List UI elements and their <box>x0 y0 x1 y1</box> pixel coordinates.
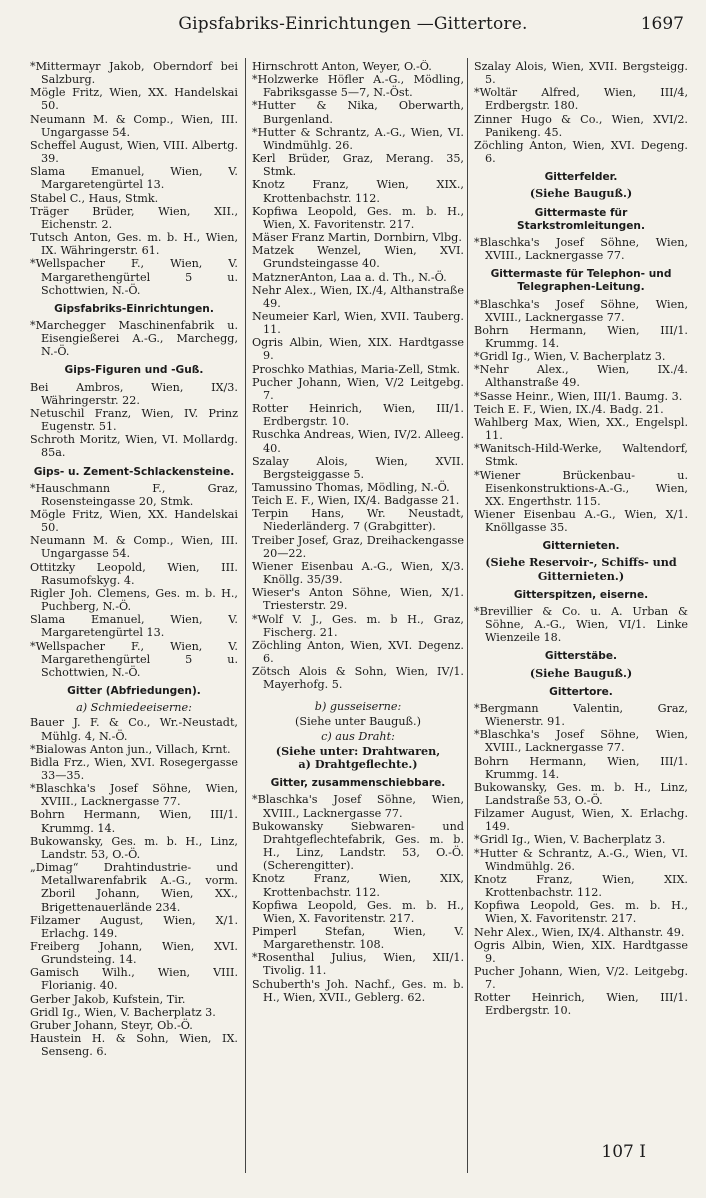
section-heading: Gitter, zusammenschiebbare. <box>270 777 446 790</box>
directory-entry: Wiener Eisenbau A.-G., Wien, X/1. Knöllgasse 35. <box>474 508 688 535</box>
section-heading: Gittermaste für Telephon- und Telegraphen-Leitung. <box>490 268 672 294</box>
directory-entry: *Marchegger Maschinenfabrik u. Eisengießerei A.-G., Marchegg, N.-Ö. <box>30 318 238 359</box>
column-3 <box>474 60 688 1170</box>
directory-entry: Mäser Franz Martin, Dornbirn, Vlbg. <box>252 231 462 245</box>
directory-entry: Wahlberg Max, Wien, XX., Engelspl. 11. <box>474 415 688 443</box>
directory-entry: Bohrn Hermann, Wien, III/1. Krummg. 14. <box>474 754 688 781</box>
cross-reference: (Siehe unter Bauguß.) <box>295 714 421 728</box>
directory-entry: Netuschil Franz, Wien, IV. Prinz Eugenstr. 51. <box>30 406 238 434</box>
cross-reference: a) Drahtgeflechte.) <box>298 757 418 772</box>
directory-entry: Zöchling Anton, Wien, XVI. Degenz. 6. <box>252 638 464 666</box>
directory-entry: Rotter Heinrich, Wien, III/1. Erdbergstr. 10. <box>252 402 464 429</box>
directory-entry: Wieser's Anton Söhne, Wien, X/1. Triesterstr. 29. <box>252 586 464 613</box>
directory-entry: *Rosenthal Julius, Wien, XII/1. Tivolig. 11. <box>252 951 464 978</box>
directory-entry: Teich E. F., Wien, IX./4. Badg. 21. <box>474 402 664 416</box>
directory-entry: Teich E. F., Wien, IX/4. Badgasse 21. <box>252 494 460 508</box>
directory-entry: Bohrn Hermann, Wien, III/1. Krummg. 14. <box>30 808 238 835</box>
directory-entry: *Hutter & Schrantz, A.-G., Wien, VI. Windmühlg. 26. <box>474 846 688 873</box>
directory-entry: Bidla Frz., Wien, XVI. Rosegergasse 33—35. <box>30 755 238 782</box>
section-heading: Gittertore. <box>549 685 613 698</box>
directory-entry: Bei Ambros, Wien, IX/3. Währingerstr. 22. <box>30 380 238 407</box>
cross-reference: (Siehe Bauguß.) <box>529 665 633 680</box>
section-heading: Gitterfelder. <box>544 171 618 184</box>
directory-entry: Scheffel August, Wien, VIII. Albertg. 39. <box>30 138 238 166</box>
directory-entry: *Blaschka's Josef Söhne, Wien, XVIII., Lacknergasse 77. <box>474 297 688 324</box>
directory-entry: Gruber Johann, Steyr, Ob.-Ö. <box>30 1018 193 1032</box>
section-heading: Gittermaste für Starkstromleitungen. <box>517 206 645 232</box>
directory-entry: *Woltär Alfred, Wien, III/4, Erdbergstr. 180. <box>474 86 688 113</box>
cross-reference: (Siehe Reservoir-, Schiffs- und Gitternieten.) <box>485 555 677 583</box>
column-divider-2 <box>467 58 468 1173</box>
spacer <box>252 692 464 698</box>
directory-entry: *Gridl Ig., Wien, V. Bacherplatz 3. <box>474 350 666 364</box>
directory-entry: *Wellspacher F., Wien, V. Margarethengürtel 5 u. Schottwien, N.-Ö. <box>30 257 238 297</box>
section-heading: Gitternieten. <box>542 540 620 553</box>
directory-entry: Mögle Fritz, Wien, XX. Handelskai 50. <box>30 86 238 113</box>
section-heading: Gips- u. Zement-Schlackensteine. <box>33 465 235 478</box>
directory-entry: Neumann M. & Comp., Wien, III. Ungargasse 54. <box>30 112 238 139</box>
directory-entry: *Blaschka's Josef Söhne, Wien, XVIII., Lacknergasse 77. <box>474 728 688 755</box>
directory-entry: Haustein H. & Sohn, Wien, IX. Senseng. 6. <box>30 1032 238 1059</box>
page-header <box>0 14 706 42</box>
directory-entry: *Wellspacher F., Wien, V. Margarethengürtel 5 u. Schottwien, N.-Ö. <box>30 639 238 679</box>
directory-entry: Bauer J. F. & Co., Wr.-Neustadt, Mühlg. 4, N.-Ö. <box>30 716 238 743</box>
directory-entry: Szalay Alois, Wien, XVII. Bergsteigg. 5. <box>474 60 688 87</box>
directory-entry: Gamisch Wilh., Wien, VIII. Florianig. 40. <box>30 966 238 993</box>
directory-entry: *Blaschka's Josef Söhne, Wien, XVIII., Lacknergasse 77. <box>30 782 238 809</box>
directory-entry: *Brevillier & Co. u. A. Urban & Söhne, A.-G., Wien, VI/1. Linke Wienzeile 18. <box>474 604 688 645</box>
subsection-label: a) Schmiedeeiserne: <box>76 701 192 715</box>
section-heading: Gitterspitzen, eiserne. <box>513 588 649 601</box>
directory-entry: Filzamer August, Wien, X. Erlachg. 149. <box>474 807 688 834</box>
subsection-label: b) gusseiserne: <box>314 699 402 713</box>
directory-entry: Pucher Johann, Wien, V/2. Leitgebg. 7. <box>474 965 688 992</box>
directory-entry: Pimperl Stefan, Wien, V. Margarethenstr. 108. <box>252 925 464 952</box>
directory-entry: *Bergmann Valentin, Graz, Wienerstr. 91. <box>474 701 688 729</box>
directory-entry: Slama Emanuel, Wien, V. Margaretengürtel 13. <box>30 165 238 192</box>
running-title: Gipsfabriks-Einrichtungen —Gittertore. <box>178 14 528 34</box>
directory-entry: Ogris Albin, Wien, XIX. Hardtgasse 9. <box>252 336 464 363</box>
directory-entry: *Hutter & Schrantz, A.-G., Wien, VI. Windmühlg. 26. <box>252 125 464 152</box>
directory-entry: Wiener Eisenbau A.-G., Wien, X/3. Knöllg. 35/39. <box>252 559 464 587</box>
directory-entry: Gridl Ig., Wien, V. Bacherplatz 3. <box>30 1005 216 1019</box>
directory-entry: *Bialowas Anton jun., Villach, Krnt. <box>30 742 231 756</box>
directory-entry: MatznerAnton, Laa a. d. Th., N.-Ö. <box>252 270 447 284</box>
directory-entry: Zöchling Anton, Wien, XVI. Degeng. 6. <box>474 138 688 166</box>
directory-entry: Mögle Fritz, Wien, XX. Handelskai 50. <box>30 508 238 535</box>
directory-entry: *Mittermayr Jakob, Oberndorf bei Salzburg. <box>30 60 238 87</box>
directory-entry: Slama Emanuel, Wien, V. Margaretengürtel 13. <box>30 613 238 640</box>
directory-entry: Bukowansky, Ges. m. b. H., Linz, Landstraße 53, O.-Ö. <box>474 780 688 807</box>
subsection-label: c) aus Draht: <box>321 729 395 743</box>
directory-entry: Bukowansky, Ges. m. b. H., Linz, Landstr. 53, O.-Ö. <box>30 834 238 861</box>
directory-entry: *Hauschmann F., Graz, Rosensteingasse 20, Stmk. <box>30 481 238 508</box>
column-divider-1 <box>245 58 246 1173</box>
directory-entry: Freiberg Johann, Wien, XVI. Grundsteing. 14. <box>30 940 238 967</box>
directory-entry: „Dimag“ Drahtindustrie- und Metallwarenfabrik A.-G., vorm. Zboril Johann, Wien, XX., Brigettenauerlände 234. <box>30 861 238 914</box>
signature-mark: 107 I <box>601 1142 646 1162</box>
directory-entry: Terpin Hans, Wr. Neustadt, Niederländerg. 7 (Grabgitter). <box>252 507 464 534</box>
section-heading: Gitterstäbe. <box>544 650 618 663</box>
directory-entry: *Gridl Ig., Wien, V. Bacherplatz 3. <box>474 833 666 847</box>
directory-entry: Matzek Wenzel, Wien, XVI. Grundsteingasse 40. <box>252 244 464 271</box>
section-heading: Gipsfabriks-Einrichtungen. <box>54 302 214 315</box>
directory-entry: Treiber Josef, Graz, Dreihackengasse 20—22. <box>252 533 464 560</box>
directory-entry: *Wolf V. J., Ges. m. b H., Graz, Fischerg. 21. <box>252 612 464 639</box>
directory-entry: Bukowansky Siebwaren- und Drahtgeflechtefabrik, Ges. m. b. H., Linz, Landstr. 53, O.-Ö. (Scherengitter). <box>252 819 464 873</box>
directory-entry: Knotz Franz, Wien, XIX, Krottenbachstr. 112. <box>252 872 464 899</box>
directory-entry: *Wanitsch-Hild-Werke, Waltendorf, Stmk. <box>474 442 688 469</box>
column-2 <box>252 60 464 1170</box>
directory-entry: Zötsch Alois & Sohn, Wien, IV/1. Mayerhofg. 5. <box>252 665 464 692</box>
directory-entry: Tamussino Thomas, Mödling, N.-Ö. <box>252 481 450 494</box>
directory-entry: *Holzwerke Höfler A.-G., Mödling, Fabriksgasse 5—7, N.-Öst. <box>252 73 464 100</box>
directory-entry: Neumeier Karl, Wien, XVII. Tauberg. 11. <box>252 309 464 337</box>
directory-entry: *Sasse Heinr., Wien, III/1. Baumg. 3. <box>474 389 683 403</box>
directory-entry: Kopfiwa Leopold, Ges. m. b. H., Wien, X. Favoritenstr. 217. <box>474 899 688 926</box>
directory-entry: Pucher Johann, Wien, V/2 Leitgebg. 7. <box>252 375 464 402</box>
directory-entry: Gerber Jakob, Kufstein, Tir. <box>30 992 186 1006</box>
directory-entry: Knotz Franz, Wien, XIX. Krottenbachstr. 112. <box>474 872 688 900</box>
directory-entry: Zinner Hugo & Co., Wien, XVI/2. Panikeng. 45. <box>474 112 688 139</box>
directory-entry: Rigler Joh. Clemens, Ges. m. b. H., Puchberg, N.-Ö. <box>30 586 238 614</box>
directory-entry: Nehr Alex., Wien, IX/4. Althanstr. 49. <box>474 925 685 939</box>
directory-entry: Kerl Brüder, Graz, Merang. 35, Stmk. <box>252 152 464 179</box>
directory-entry: Szalay Alois, Wien, XVII. Bergsteiggasse 5. <box>252 454 464 481</box>
directory-entry: Nehr Alex., Wien, IX./4, Althanstraße 49. <box>252 283 464 310</box>
directory-entry: *Blaschka's Josef Söhne, Wien, XVIII., Lacknergasse 77. <box>252 793 464 820</box>
cross-reference: (Siehe Bauguß.) <box>529 186 633 201</box>
directory-entry: *Nehr Alex., Wien, IX./4. Althanstraße 49. <box>474 363 688 390</box>
section-heading: Gips-Figuren und -Guß. <box>64 364 204 377</box>
directory-entry: Schuberth's Joh. Nachf., Ges. m. b. H., Wien, XVII., Geblerg. 62. <box>252 977 464 1004</box>
directory-entry: Ogris Albin, Wien, XIX. Hardtgasse 9. <box>474 938 688 965</box>
directory-entry: Träger Brüder, Wien, XII., Eichenstr. 2. <box>30 204 238 231</box>
directory-entry: Neumann M. & Comp., Wien, III. Ungargasse 54. <box>30 534 238 561</box>
directory-entry: Knotz Franz, Wien, XIX., Krottenbachstr. 112. <box>252 178 464 205</box>
directory-entry: *Wiener Brückenbau- u. Eisenkonstruktions-A.-G., Wien, XX. Engerthstr. 115. <box>474 468 688 508</box>
directory-entry: Kopfiwa Leopold, Ges. m. b. H., Wien, X. Favoritenstr. 217. <box>252 204 464 231</box>
directory-entry: Tutsch Anton, Ges. m. b. H., Wien, IX. Währingerstr. 61. <box>30 231 238 258</box>
directory-entry: *Blaschka's Josef Söhne, Wien, XVIII., Lacknergasse 77. <box>474 235 688 263</box>
cross-reference: (Siehe unter: Drahtwaren, <box>275 743 441 758</box>
directory-entry: Stabel C., Haus, Stmk. <box>30 191 159 205</box>
section-heading: Gitter (Abfriedungen). <box>67 685 201 698</box>
column-1 <box>30 60 238 1170</box>
directory-entry: Proschko Mathias, Maria-Zell, Stmk. <box>252 362 461 376</box>
directory-entry: Hirnschrott Anton, Weyer, O.-Ö. <box>252 60 432 73</box>
directory-entry: Bohrn Hermann, Wien, III/1. Krummg. 14. <box>474 323 688 350</box>
directory-entry: Rotter Heinrich, Wien, III/1. Erdbergstr. 10. <box>474 991 688 1018</box>
directory-entry: Ottitzky Leopold, Wien, III. Rasumofskyg. 4. <box>30 560 238 587</box>
directory-entry: *Hutter & Nika, Oberwarth, Burgenland. <box>252 99 464 126</box>
page-number: 1697 <box>640 14 684 34</box>
directory-entry: Ruschka Andreas, Wien, IV/2. Alleeg. 40. <box>252 428 464 455</box>
directory-entry: Schroth Moritz, Wien, VI. Mollardg. 85a. <box>30 433 238 460</box>
directory-entry: Kopfiwa Leopold, Ges. m. b. H., Wien, X. Favoritenstr. 217. <box>252 898 464 925</box>
directory-entry: Filzamer August, Wien, X/1. Erlachg. 149. <box>30 913 238 940</box>
